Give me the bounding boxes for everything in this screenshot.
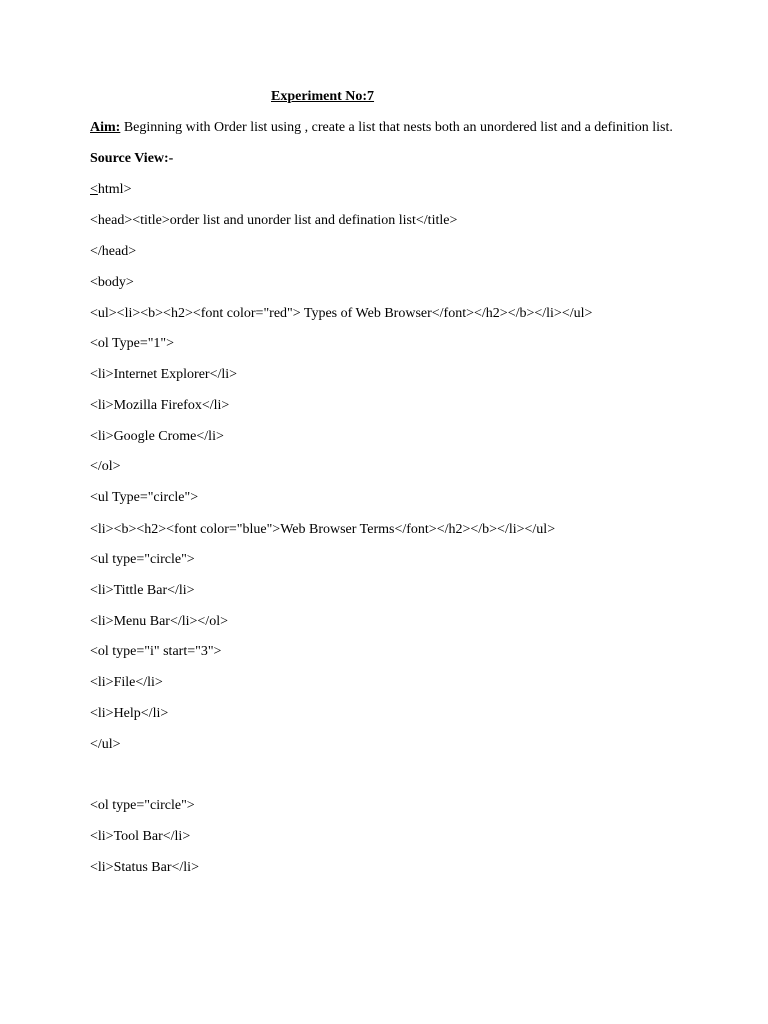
code-line: </head> <box>90 244 137 259</box>
code-line: <li>Menu Bar</li></ol> <box>90 614 228 629</box>
code-line: <li>Tool Bar</li> <box>90 829 191 844</box>
code-line: <body> <box>90 275 134 290</box>
code-line: </ul> <box>90 737 121 752</box>
code-line: <ul Type="circle"> <box>90 490 199 505</box>
aim-paragraph <box>90 120 673 136</box>
code-line-html <box>90 181 131 199</box>
code-line: </ol> <box>90 459 121 474</box>
code-line: <li><b><h2><font color="blue">Web Browser Terms</font></h2></b></li></ul> <box>90 522 556 537</box>
code-line: <li>File</li> <box>90 675 163 690</box>
code-line: <ol type="circle"> <box>90 798 195 813</box>
aim-label: Aim: <box>90 120 121 135</box>
code-line: <ul><li><b><h2><font color="red"> Types of Web Browser</font></h2></b></li></ul> <box>90 306 593 321</box>
source-view-heading: Source View:- <box>90 151 174 166</box>
experiment-title: Experiment No:7 <box>271 89 375 104</box>
code-line: <ul type="circle"> <box>90 552 195 567</box>
code-line-html-rest: html> <box>97 182 132 197</box>
code-line: <li>Internet Explorer</li> <box>90 367 238 382</box>
code-line: <li>Google Crome</li> <box>90 429 224 444</box>
code-line: <li>Help</li> <box>90 706 169 721</box>
code-line: <li>Status Bar</li> <box>90 860 199 875</box>
code-line: <ol Type="1"> <box>90 336 175 351</box>
code-line: <ol type="i" start="3"> <box>90 644 222 659</box>
code-line-html-first-char: < <box>90 182 98 197</box>
code-line: <li>Tittle Bar</li> <box>90 583 195 598</box>
code-line: <li>Mozilla Firefox</li> <box>90 398 230 413</box>
code-line: <head><title>order list and unorder list and defination list</title> <box>90 213 458 228</box>
aim-text: Beginning with Order list using , create a list that nests both an unordered list and a definition list. <box>120 120 673 135</box>
